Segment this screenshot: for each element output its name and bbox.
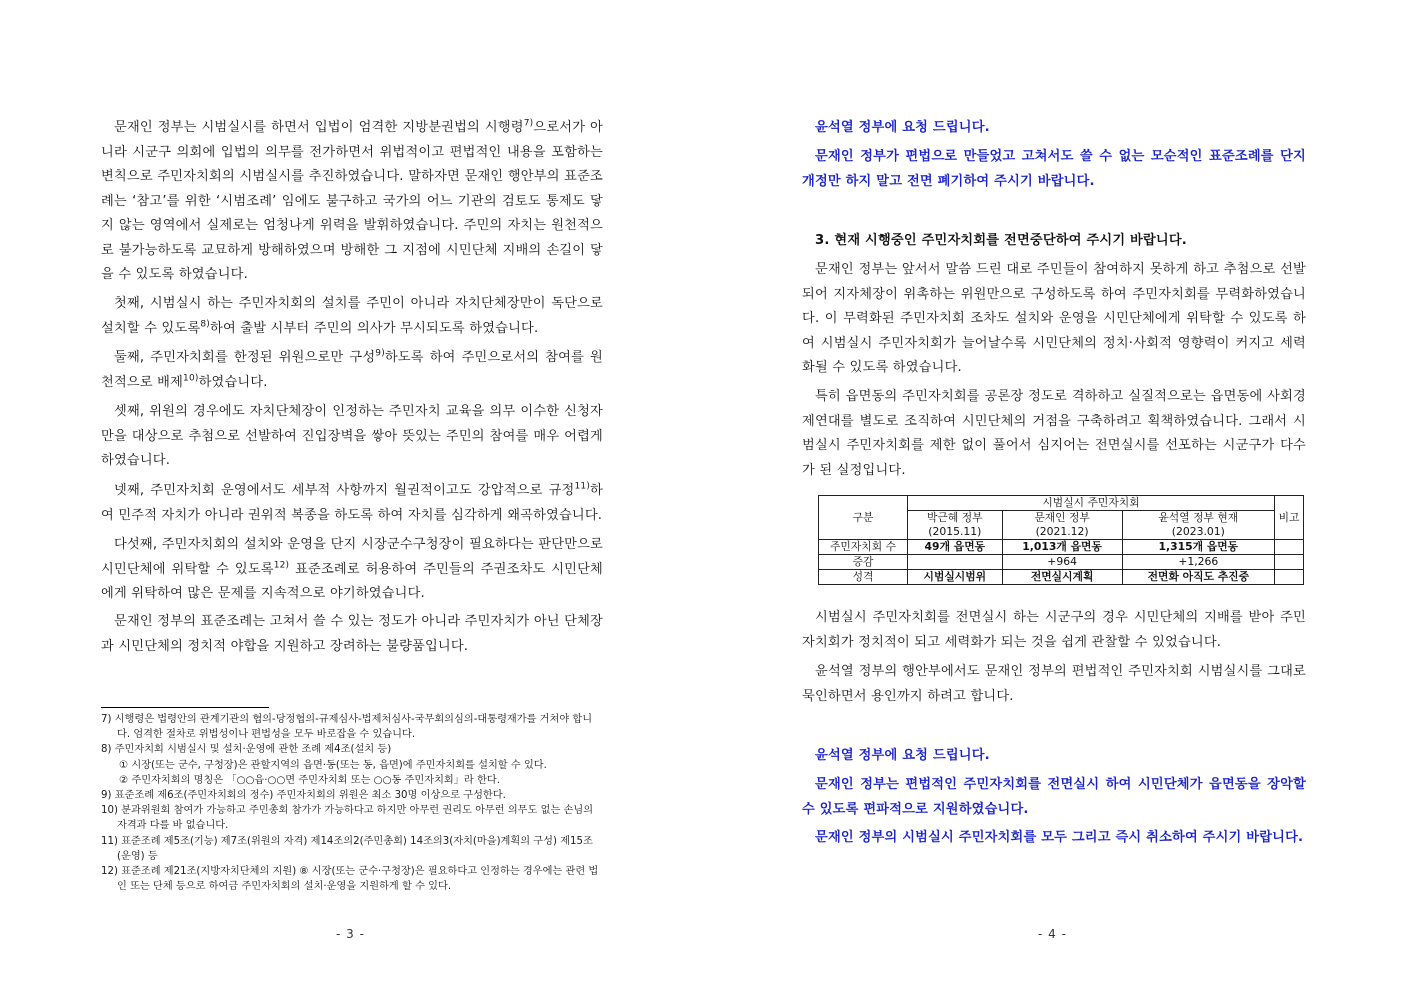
paragraph-standard-ordinance: 문재인 정부는 시범실시를 하면서 입법이 엄격한 지방분권법의 시행령$^{7)}$으로서가 아니라 시군구 의회에 입법의 의무를 전가하면서 위법적이고 편법적인 내용을 포함하는 변칙으로 주민자치회의 시범실시를 추진하였습니다. 말하자면 문재인 행안부의 표준조례는 ‘참고’를 위한 ‘시범조례’ 임에도 불구하고 국가의 어느 기관의 검토도 통제도 닿지 않는 영역에서 실제로는 엄청나게 위력을 발휘하였습니다. 주민의 자치는 원천적으로 불가능하도록 교묘하게 방해하였으며 방해한 그 지점에 시민단체 지배의 손길이 닿을 수 있도록 하였습니다. xyxy=(101,118,603,282)
footnote-8: 8) 주민자치회 시범실시 및 설치·운영에 관한 조례 제4조(설치 등) xyxy=(101,744,392,756)
footnote-9: 9) 표준조례 제6조(주민자치회의 정수) 주민자치회의 위원은 최소 30명 이상으로 구성한다. xyxy=(101,790,506,802)
footnotes xyxy=(101,712,604,894)
footnote-7: 7) 시행령은 법령안의 관계기관의 협의-당정협의-규제심사-법제처심사-국무회의심의-대통령재가를 거쳐야 합니다. 엄격한 절차로 위법성이나 편법성을 모두 바로잡을 수 있습니다. xyxy=(101,714,593,741)
paragraph-fifth: 다섯째, 주민자치회의 설치와 운영을 단지 시장군수구청장이 필요하다는 판단만으로 시민단체에 위탁할 수 있도록$^{12)}$ 표준조례로 허용하여 주민들의 주권조차도 시민단체에게 위탁하여 많은 문제를 지속적으로 야기하였습니다. xyxy=(101,537,603,601)
footnote-divider xyxy=(101,707,269,708)
footnote-ref-7[interactable]: 7) xyxy=(523,118,534,129)
table-col-header: 박근혜 정부 (2015.11) xyxy=(908,511,1003,540)
table-header-category: 구분 xyxy=(819,496,908,540)
paragraph-conclusion: 문재인 정부의 표준조례는 고쳐서 쓸 수 있는 정도가 아니라 주민자치가 아닌 단체장과 시민단체의 정치적 야합을 지원하고 장려하는 불량품입니다. xyxy=(101,614,603,654)
paragraph-first: 첫째, 시범실시 하는 주민자치회의 설치를 주민이 아니라 자치단체장만이 독단으로 설치할 수 있도록$^{8)}$하여 출발 시부터 주민의 의사가 무시되도록 하였습니다. xyxy=(101,296,603,336)
paragraph-second: 둘째, 주민자치회를 한정된 위원으로만 구성$^{9)}$하도록 하여 주민으로서의 참여를 원천적으로 배제$^{10)}$하였습니다. xyxy=(101,348,603,390)
table-row: 성격 시범실시범위 전면실시계획 전면화 아직도 추진중 xyxy=(819,570,1304,585)
request-body-3: 문재인 정부의 시범실시 주민자치회를 모두 그리고 즉시 취소하여 주시기 바랍니다. xyxy=(815,830,1304,845)
request-title-1: 윤석열 정부에 요청 드립니다. xyxy=(815,120,990,135)
footnote-ref-10[interactable]: 10) xyxy=(183,373,199,384)
table-header-main: 시범실시 주민자치회 xyxy=(908,496,1275,511)
footnote-ref-8[interactable]: 8) xyxy=(200,319,210,330)
footnote-10: 10) 분과위원회 참여가 가능하고 주민총회 참가가 가능하다고 하지만 아무런 권리도 아무런 의무도 없는 손님의 자격과 다를 바 없습니다. xyxy=(101,805,594,832)
table-col-header: 문재인 정부 (2021.12) xyxy=(1002,511,1122,540)
request-title-2: 윤석열 정부에 요청 드립니다. xyxy=(815,748,990,763)
footnote-8-item-2: ② 주민자치회의 명칭은 「○○읍·○○면 주민자치회 또는 ○○동 주민자치회」라 한다. xyxy=(119,774,500,786)
paragraph-social-economy: 특히 읍면동의 주민자치회를 공론장 정도로 격하하고 실질적으로는 읍면동에 사회경제연대를 별도로 조직하여 시민단체의 거점을 구축하려고 획책하였습니다. 그래서 시범실시 주민자치회를 제한 없이 풀어서 심지어는 전면실시를 선포하는 시군구가 다수가 된 실정입니다. xyxy=(802,389,1306,478)
autonomy-stats-table xyxy=(818,495,1304,585)
footnote-ref-12[interactable]: 12) xyxy=(273,560,290,571)
footnote-12: 12) 표준조례 제21조(지방자치단체의 지원) ⑧ 시장(또는 군수·구청장)은 필요하다고 인정하는 경우에는 관련 법인 또는 단체 등으로 하여금 주민자치회의 설치·운영을 지원하게 할 수 있다. xyxy=(101,866,599,893)
paragraph-fourth: 넷째, 주민자치회 운영에서도 세부적 사항까지 월권적이고도 강압적으로 규정$^{11)}$하여 민주적 자치가 아니라 권위적 복종을 하도록 하여 자치를 심각하게 왜곡하였습니다. xyxy=(101,481,603,523)
section-heading: 3. 현재 시행중인 주민자치회를 전면중단하여 주시기 바랍니다. xyxy=(815,233,1188,248)
table-header-note: 비고 xyxy=(1275,496,1304,540)
paragraph-observation: 시범실시 주민자치회를 전면실시 하는 시군구의 경우 시민단체의 지배를 받아 주민자치회가 정치적이 되고 세력화가 되는 것을 쉽게 관찰할 수 있었습니다. xyxy=(802,610,1306,650)
footnote-11: 11) 표준조례 제5조(기능) 제7조(위원의 자격) 제14조의2(주민총회) 14조의3(자치(마을)계획의 구성) 제15조(운영) 등 xyxy=(101,835,593,862)
paragraph-current-ministry: 윤석열 정부의 행안부에서도 문재인 정부의 편법적인 주민자치회 시범실시를 그대로 묵인하면서 용인까지 하려고 합니다. xyxy=(802,664,1306,704)
right-page xyxy=(701,0,1403,992)
footnote-ref-9[interactable]: 9) xyxy=(375,348,385,359)
footnote-ref-11[interactable]: 11) xyxy=(574,481,591,492)
footnote-8-item-1: ① 시장(또는 군수, 구청장)은 관할지역의 읍면·동(또는 동, 읍면)에 주민자치회를 설치할 수 있다. xyxy=(119,759,547,771)
page-number: - 4 - xyxy=(1038,927,1067,941)
request-body-1: 문재인 정부가 편법으로 만들었고 고쳐서도 쓸 수 없는 모순적인 표준조례를 단지 개정만 하지 말고 전면 폐기하여 주시기 바랍니다. xyxy=(802,149,1306,189)
table-col-header: 윤석열 정부 현재 (2023.01) xyxy=(1122,511,1274,540)
paragraph-neutralized: 문재인 정부는 앞서서 말씀 드린 대로 주민들이 참여하지 못하게 하고 추첨으로 선발되어 지자체장이 위촉하는 위원만으로 구성하도록 하여 주민자치회를 무력화하였습니다. 이 무력화된 주민자치회 조차도 설치와 운영을 시민단체에게 위탁할 수 있도록 하여 시범실시 주민자치회가 늘어날수록 시민단체의 정치·사회적 영향력이 커지고 세력화될 수 있도록 하였습니다. xyxy=(802,262,1306,375)
paragraph-third: 셋째, 위원의 경우에도 자치단체장이 인정하는 주민자치 교육을 의무 이수한 신청자만을 대상으로 추첨으로 선발하여 진입장벽을 쌓아 뜻있는 주민의 참여를 매우 어렵게 하였습니다. xyxy=(101,404,603,468)
request-body-2: 문재인 정부는 편법적인 주민자치회를 전면실시 하여 시민단체가 읍면동을 장악할 수 있도록 편파적으로 지원하였습니다. xyxy=(802,777,1306,817)
page-number: - 3 - xyxy=(336,927,365,941)
table-row: 증감 +964 +1,266 xyxy=(819,555,1304,570)
left-page xyxy=(0,0,701,992)
table-row: 주민자치회 수 49개 읍면동 1,013개 읍면동 1,315개 읍면동 xyxy=(819,540,1304,555)
